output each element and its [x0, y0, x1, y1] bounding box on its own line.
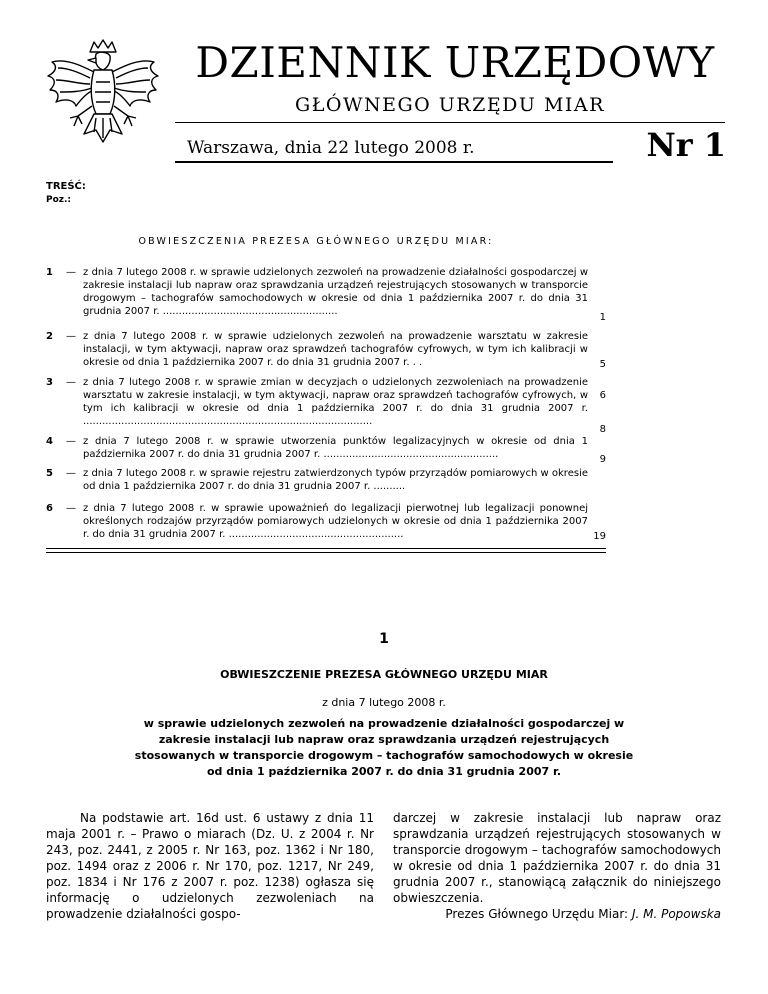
- toc-item-text: z dnia 7 lutego 2008 r. w sprawie udzielonych zezwoleń na prowadzenie działalności gospodarczej w zakresie instalacji lub napraw oraz sprawdzania urządzeń rejestrujących stosowanych w transporcie drogowym – tachografów samochodowych w okresie od dnia 1 października 2007 r. do dnia 31 grudnia 2007 r. .......................................................: [83, 267, 588, 317]
- signature-role: Prezes Głównego Urzędu Miar:: [445, 907, 629, 921]
- document-number: 1: [379, 631, 389, 647]
- toc-item-number: 5: [46, 468, 53, 479]
- toc-item-page: 19: [593, 531, 606, 542]
- white-eagle-emblem-icon: [44, 38, 162, 150]
- toc-item[interactable]: [46, 376, 606, 432]
- toc-item[interactable]: [46, 424, 606, 465]
- toc-item-number: 2: [46, 331, 53, 342]
- toc-item-text: z dnia 7 lutego 2008 r. w sprawie upoważnień do legalizacji pierwotnej lub legalizacji ponownej określonych rodzajów przyrządów pomiarowych udzielonych w okresie od dnia 1 października 2007 r. do dnia 31 grudnia 2007 r. .......................................................: [83, 503, 588, 540]
- masthead-bottom-rule: [175, 161, 613, 163]
- toc-item-dash: —: [66, 436, 76, 447]
- document-date: z dnia 7 lutego 2008 r.: [322, 696, 446, 709]
- toc-item-number: 6: [46, 503, 53, 514]
- signature: [393, 906, 721, 922]
- document-subject: w sprawie udzielonych zezwoleń na prowadzenie działalności gospodarczej w zakresie instalacji lub napraw oraz sprawdzania urządzeń rejestrujących stosowanych w transporcie drogowym – tachografów samochodowych w okresie od dnia 1 października 2007 r. do dnia 31 grudnia 2007 r.: [134, 717, 634, 778]
- toc-item-page: 1: [599, 312, 606, 323]
- toc-end-rule: [46, 552, 606, 553]
- toc-item-number: 4: [46, 436, 53, 447]
- body-column-left: Na podstawie art. 16d ust. 6 ustawy z dnia 11 maja 2001 r. – Prawo o miarach (Dz. U. z 2004 r. Nr 243, poz. 2441, z 2005 r. Nr 163, poz. 1362 i Nr 180, poz. 1494 oraz z 2006 r. Nr 170, poz. 1217, Nr 249, poz. 1834 i Nr 176 z 2007 r. poz. 1238) ogłasza się informację o udzielonych zezwoleniach na prowadzenie działalności gospo-: [46, 811, 374, 921]
- issue-date: Warszawa, dnia 22 lutego 2008 r.: [187, 138, 475, 158]
- toc-item-text: z dnia 7 lutego 2008 r. w sprawie utworzenia punktów legalizacyjnych w okresie od dnia 1 października 2007 r. do dnia 31 grudnia 2007 r. .......................................................: [83, 436, 588, 460]
- issue-number: Nr 1: [646, 126, 726, 164]
- signature-name: J. M. Popowska: [631, 907, 721, 921]
- body-column-right: [393, 810, 721, 922]
- journal-title: DZIENNIK URZĘDOWY: [195, 38, 715, 87]
- toc-section-heading: OBWIESZCZENIA PREZESA GŁÓWNEGO URZĘDU MIAR:: [138, 236, 494, 247]
- toc-item-page: 8: [599, 424, 606, 435]
- toc-item-dash: —: [66, 377, 76, 388]
- toc-position-label: Poz.:: [46, 195, 72, 205]
- toc-item-text: z dnia 7 lutego 2008 r. w sprawie zmian w decyzjach o udzielonych zezwoleniach na prowadzenie warsztatu w zakresie instalacji, w tym aktywacji, napraw oraz sprawdzeń tachografów cyfrowych, w tym ich kalibracji w okresie od dnia 1 października 2007 r. do dnia 31 grudnia 2007 r. ...........................................................................................: [83, 377, 588, 427]
- toc-item-dash: —: [66, 331, 76, 342]
- toc-item[interactable]: [46, 454, 606, 497]
- toc-heading: TREŚĆ:: [46, 181, 86, 192]
- toc-item-dash: —: [66, 267, 76, 278]
- toc-item-text: z dnia 7 lutego 2008 r. w sprawie rejestru zatwierdzonych typów przyrządów pomiarowych w okresie od dnia 1 października 2007 r. do dnia 31 grudnia 2007 r. ..........: [83, 468, 588, 492]
- toc-item-page: 9: [599, 454, 606, 465]
- toc-item-number: 1: [46, 267, 53, 278]
- toc-item[interactable]: [46, 330, 606, 370]
- document-title: OBWIESZCZENIE PREZESA GŁÓWNEGO URZĘDU MIAR: [220, 668, 548, 681]
- masthead-divider: [175, 122, 725, 123]
- toc-item-number: 3: [46, 377, 53, 388]
- toc-item-dash: —: [66, 468, 76, 479]
- toc-end-rule: [46, 548, 606, 549]
- toc-item-text: z dnia 7 lutego 2008 r. w sprawie udzielonych zezwoleń na prowadzenie warsztatu w zakresie instalacji, w tym aktywacji, napraw oraz sprawdzeń tachografów cyfrowych, w tym ich kalibracji w okresie od dnia 1 października 2007 r. do dnia 31 grudnia 2007 r. . .: [83, 331, 588, 368]
- toc-item-page: 6: [599, 390, 606, 401]
- toc-item[interactable]: [46, 266, 606, 326]
- toc-item-page: 5: [599, 359, 606, 370]
- journal-subtitle: GŁÓWNEGO URZĘDU MIAR: [295, 94, 605, 116]
- toc-item[interactable]: [46, 502, 606, 546]
- body-column-right-text: darczej w zakresie instalacji lub napraw oraz sprawdzania urządzeń rejestrujących stosowanych w transporcie drogowym – tachografów samochodowych w okresie od dnia 1 października 2007 r. do dnia 31 grudnia 2007 r., stanowiącą załącznik do niniejszego obwieszczenia.: [393, 811, 721, 905]
- toc-item-dash: —: [66, 503, 76, 514]
